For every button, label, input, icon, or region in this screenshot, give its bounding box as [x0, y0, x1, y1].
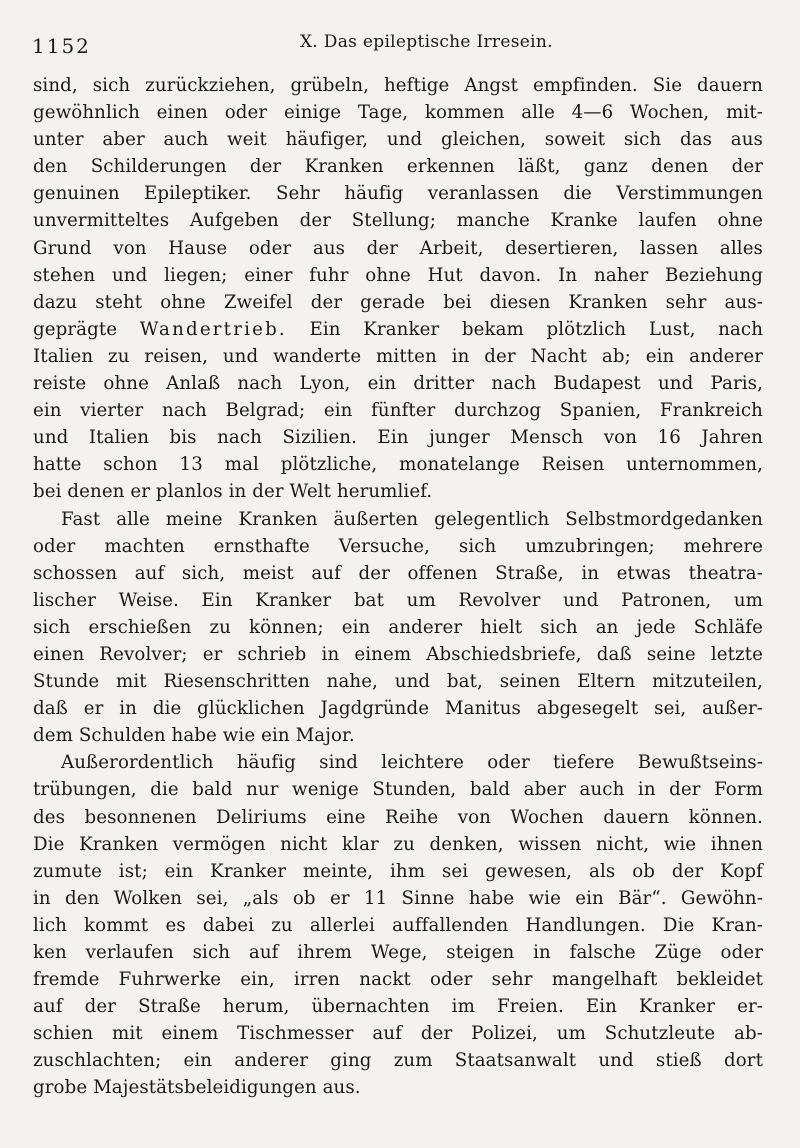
text-line: schien mit einem Tischmesser auf der Polizei, um Schutzleute ab-	[33, 1023, 763, 1045]
text-line	[33, 316, 763, 343]
text-line: daß er in die glücklichen Jagdgründe Manitus abgesegelt sei, außer-	[33, 698, 763, 720]
text-line: stehen und liegen; einer fuhr ohne Hut davon. In naher Beziehung	[33, 264, 763, 286]
text-line: Die Kranken vermögen nicht klar zu denken, wissen nicht, wie ihnen	[33, 833, 763, 855]
text-line: in den Wolken sei, „als ob er 11 Sinne habe wie ein Bär“. Gewöhn-	[33, 887, 763, 909]
body-text	[33, 72, 763, 1102]
text-line: Grund von Hause oder aus der Arbeit, desertieren, lassen alles	[33, 237, 763, 259]
text-line: zuschlachten; ein anderer ging zum Staatsanwalt und stieß dort	[33, 1050, 763, 1072]
text-line: oder machten ernsthafte Versuche, sich umzubringen; mehrere	[33, 535, 763, 557]
text-line: trübungen, die bald nur wenige Stunden, bald aber auch in der Form	[33, 779, 763, 801]
text-line: fremde Fuhrwerke ein, irren nackt oder sehr mangelhaft bekleidet	[33, 969, 763, 991]
running-title: X. Das epileptische Irresein.	[300, 32, 553, 52]
paragraph-start-line: Außerordentlich häufig sind leichtere oder tiefere Bewußtseins-	[61, 752, 763, 774]
text-line: dazu steht ohne Zweifel der gerade bei diesen Kranken sehr aus-	[33, 291, 763, 313]
text-line: zumute ist; ein Kranker meinte, ihm sei gewesen, als ob der Kopf	[33, 860, 763, 882]
text-line: lich kommt es dabei zu allerlei auffallenden Handlungen. Die Kran-	[33, 914, 763, 936]
text-line: reiste ohne Anlaß nach Lyon, ein dritter nach Budapest und Paris,	[33, 373, 763, 395]
text-line: des besonnenen Deliriums eine Reihe von Wochen dauern können.	[33, 806, 763, 828]
text-line: Italien zu reisen, und wanderte mitten in der Nacht ab; ein anderer	[33, 345, 763, 367]
spaced-term: Wandertrieb.	[139, 318, 287, 340]
text-line: unter aber auch weit häufiger, und gleichen, soweit sich das aus	[33, 129, 763, 151]
page-number: 1152	[32, 34, 91, 58]
text-line: genuinen Epileptiker. Sehr häufig veranlassen die Verstimmungen	[33, 183, 763, 205]
paragraph-end-line: grobe Majestätsbeleidigungen aus.	[33, 1077, 361, 1099]
text-line: sich erschießen zu können; ein anderer hielt sich an jede Schläfe	[33, 616, 763, 638]
paragraph-end-line: bei denen er planlos in der Welt herumlief.	[33, 481, 433, 503]
text-line: schossen auf sich, meist auf der offenen Straße, in etwas theatra-	[33, 562, 763, 584]
text-line: einen Revolver; er schrieb in einem Abschiedsbriefe, daß seine letzte	[33, 643, 763, 665]
text-segment: Ein Kranker bekam plötzlich Lust, nach	[286, 318, 764, 340]
paragraph-start-line: Fast alle meine Kranken äußerten gelegentlich Selbstmordgedanken	[61, 508, 763, 530]
text-segment: geprägte	[33, 318, 140, 340]
text-line: ken verlaufen sich auf ihrem Wege, steigen in falsche Züge oder	[33, 942, 763, 963]
text-line: unvermitteltes Aufgeben der Stellung; manche Kranke laufen ohne	[33, 210, 763, 232]
text-line: sind, sich zurückziehen, grübeln, heftige Angst empfinden. Sie dauern	[33, 75, 763, 96]
text-line: und Italien bis nach Sizilien. Ein junger Mensch von 16 Jahren	[33, 427, 763, 449]
paragraph-end-line: dem Schulden habe wie ein Major.	[33, 725, 355, 747]
text-line: auf der Straße herum, übernachten im Freien. Ein Kranker er-	[33, 996, 763, 1018]
text-line: hatte schon 13 mal plötzliche, monatelange Reisen unternommen,	[33, 454, 763, 476]
text-line: gewöhnlich einen oder einige Tage, kommen alle 4—6 Wochen, mit-	[33, 102, 763, 124]
text-line: ein vierter nach Belgrad; ein fünfter durchzog Spanien, Frankreich	[33, 400, 763, 422]
text-line: lischer Weise. Ein Kranker bat um Revolver und Patronen, um	[33, 589, 763, 611]
text-line: den Schilderungen der Kranken erkennen läßt, ganz denen der	[33, 156, 763, 178]
page-header	[32, 30, 760, 60]
text-line: Stunde mit Riesenschritten nahe, und bat, seinen Eltern mitzuteilen,	[33, 671, 763, 693]
